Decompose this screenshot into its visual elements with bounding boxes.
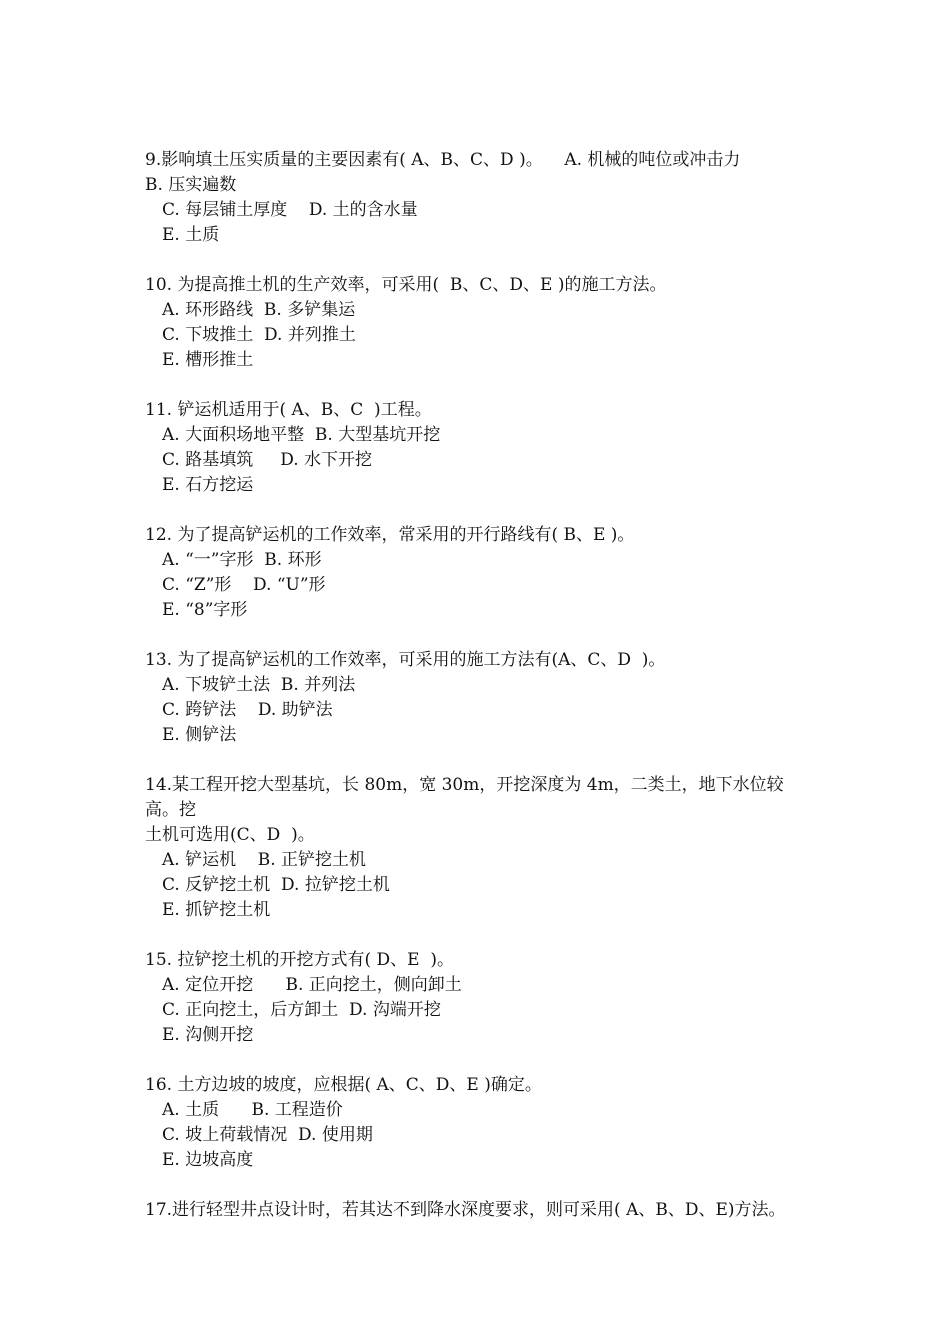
option-line: C. 下坡推土 D. 并列推土 xyxy=(162,325,356,345)
option-line: E. 侧铲法 xyxy=(162,725,237,745)
option-line: A. “一”字形 B. 环形 xyxy=(162,550,322,570)
option-line: A. 大面积场地平整 B. 大型基坑开挖 xyxy=(162,425,441,445)
question-text: 高。挖 xyxy=(145,800,196,820)
option-line: C. “Z”形 D. “U”形 xyxy=(162,575,326,595)
option-line: C. 跨铲法 D. 助铲法 xyxy=(162,700,333,720)
option-line: E. “8”字形 xyxy=(162,600,248,620)
question-text: 10. 为提高推土机的生产效率，可采用( B、C、D、E )的施工方法。 xyxy=(145,275,667,295)
question-text: 14.某工程开挖大型基坑，长 80m，宽 30m，开挖深度为 4m，二类土，地下水位较 xyxy=(145,775,784,795)
option-line: A. 下坡铲土法 B. 并列法 xyxy=(162,675,356,695)
option-line: E. 土质 xyxy=(162,225,220,245)
question-10 xyxy=(145,273,815,373)
question-12 xyxy=(145,523,815,623)
question-text: 13. 为了提高铲运机的工作效率，可采用的施工方法有(A、C、D )。 xyxy=(145,650,666,670)
option-line: C. 正向挖土，后方卸土 D. 沟端开挖 xyxy=(162,1000,441,1020)
option-line: C. 坡上荷载情况 D. 使用期 xyxy=(162,1125,373,1145)
question-text: 17.进行轻型井点设计时，若其达不到降水深度要求，则可采用( A、B、D、E)方法。 xyxy=(145,1200,786,1220)
option-line: E. 抓铲挖土机 xyxy=(162,900,271,920)
question-15 xyxy=(145,948,815,1048)
option-line: C. 路基填筑 D. 水下开挖 xyxy=(162,450,373,470)
option-line: E. 槽形推土 xyxy=(162,350,254,370)
option-line: C. 每层铺土厚度 D. 土的含水量 xyxy=(162,200,418,220)
question-14 xyxy=(145,773,815,923)
option-line: E. 沟侧开挖 xyxy=(162,1025,254,1045)
option-line: A. 环形路线 B. 多铲集运 xyxy=(162,300,356,320)
option-line: E. 石方挖运 xyxy=(162,475,254,495)
question-13 xyxy=(145,648,815,748)
question-text: 12. 为了提高铲运机的工作效率，常采用的开行路线有( B、E )。 xyxy=(145,525,635,545)
option-line: C. 反铲挖土机 D. 拉铲挖土机 xyxy=(162,875,390,895)
question-text: 15. 拉铲挖土机的开挖方式有( D、E )。 xyxy=(145,950,454,970)
question-text: 9.影响填土压实质量的主要因素有( A、B、C、D )。 A. 机械的吨位或冲击力 xyxy=(145,150,741,170)
question-9 xyxy=(145,148,815,248)
option-line: A. 铲运机 B. 正铲挖土机 xyxy=(162,850,366,870)
option-line: A. 土质 B. 工程造价 xyxy=(162,1100,343,1120)
question-text: 11. 铲运机适用于( A、B、C )工程。 xyxy=(145,400,432,420)
question-text: 16. 土方边坡的坡度，应根据( A、C、D、E )确定。 xyxy=(145,1075,542,1095)
document-page xyxy=(145,148,815,1223)
option-line: E. 边坡高度 xyxy=(162,1150,254,1170)
question-16 xyxy=(145,1073,815,1173)
question-text: 土机可选用(C、D )。 xyxy=(145,825,315,845)
option-line: A. 定位开挖 B. 正向挖土，侧向卸土 xyxy=(162,975,462,995)
question-text: B. 压实遍数 xyxy=(145,175,237,195)
question-11 xyxy=(145,398,815,498)
question-17 xyxy=(145,1198,815,1223)
